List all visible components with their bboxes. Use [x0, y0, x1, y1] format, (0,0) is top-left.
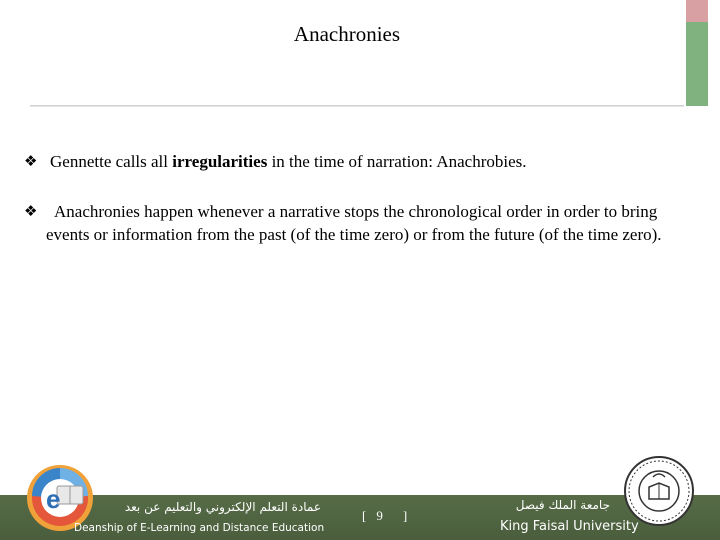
university-english: King Faisal University — [500, 519, 639, 534]
bullet-2-text: Anachronies happen whenever a narrative stops the chronological order in order to bring events or information from the past (of the time zero) or from the future (of the time zero). — [46, 202, 662, 244]
right-accent-bar — [686, 0, 708, 106]
title-divider — [30, 105, 684, 107]
university-seal-icon — [623, 455, 695, 527]
bullet-1-text: Gennette calls all irregularities in the time of narration: Anachrobies. — [50, 152, 527, 171]
diamond-bullet-icon: ❖ — [24, 202, 38, 220]
university-arabic: جامعة الملك فيصل — [515, 498, 610, 512]
bullet-1 — [24, 150, 684, 173]
bullet-1-bold-term: irregularities — [172, 152, 268, 171]
page-number-value: 9 — [376, 508, 383, 523]
accent-pink-block — [686, 0, 708, 22]
deanship-english: Deanship of E-Learning and Distance Education — [74, 522, 325, 534]
page-number: [ 9 ] — [362, 508, 408, 523]
diamond-bullet-icon: ❖ — [24, 152, 38, 170]
deanship-arabic: عمادة التعلم الإلكتروني والتعليم عن بعد — [124, 500, 321, 514]
bullet-2 — [24, 200, 694, 246]
slide-title: Anachronies — [293, 22, 401, 46]
svg-text:e: e — [46, 484, 61, 514]
